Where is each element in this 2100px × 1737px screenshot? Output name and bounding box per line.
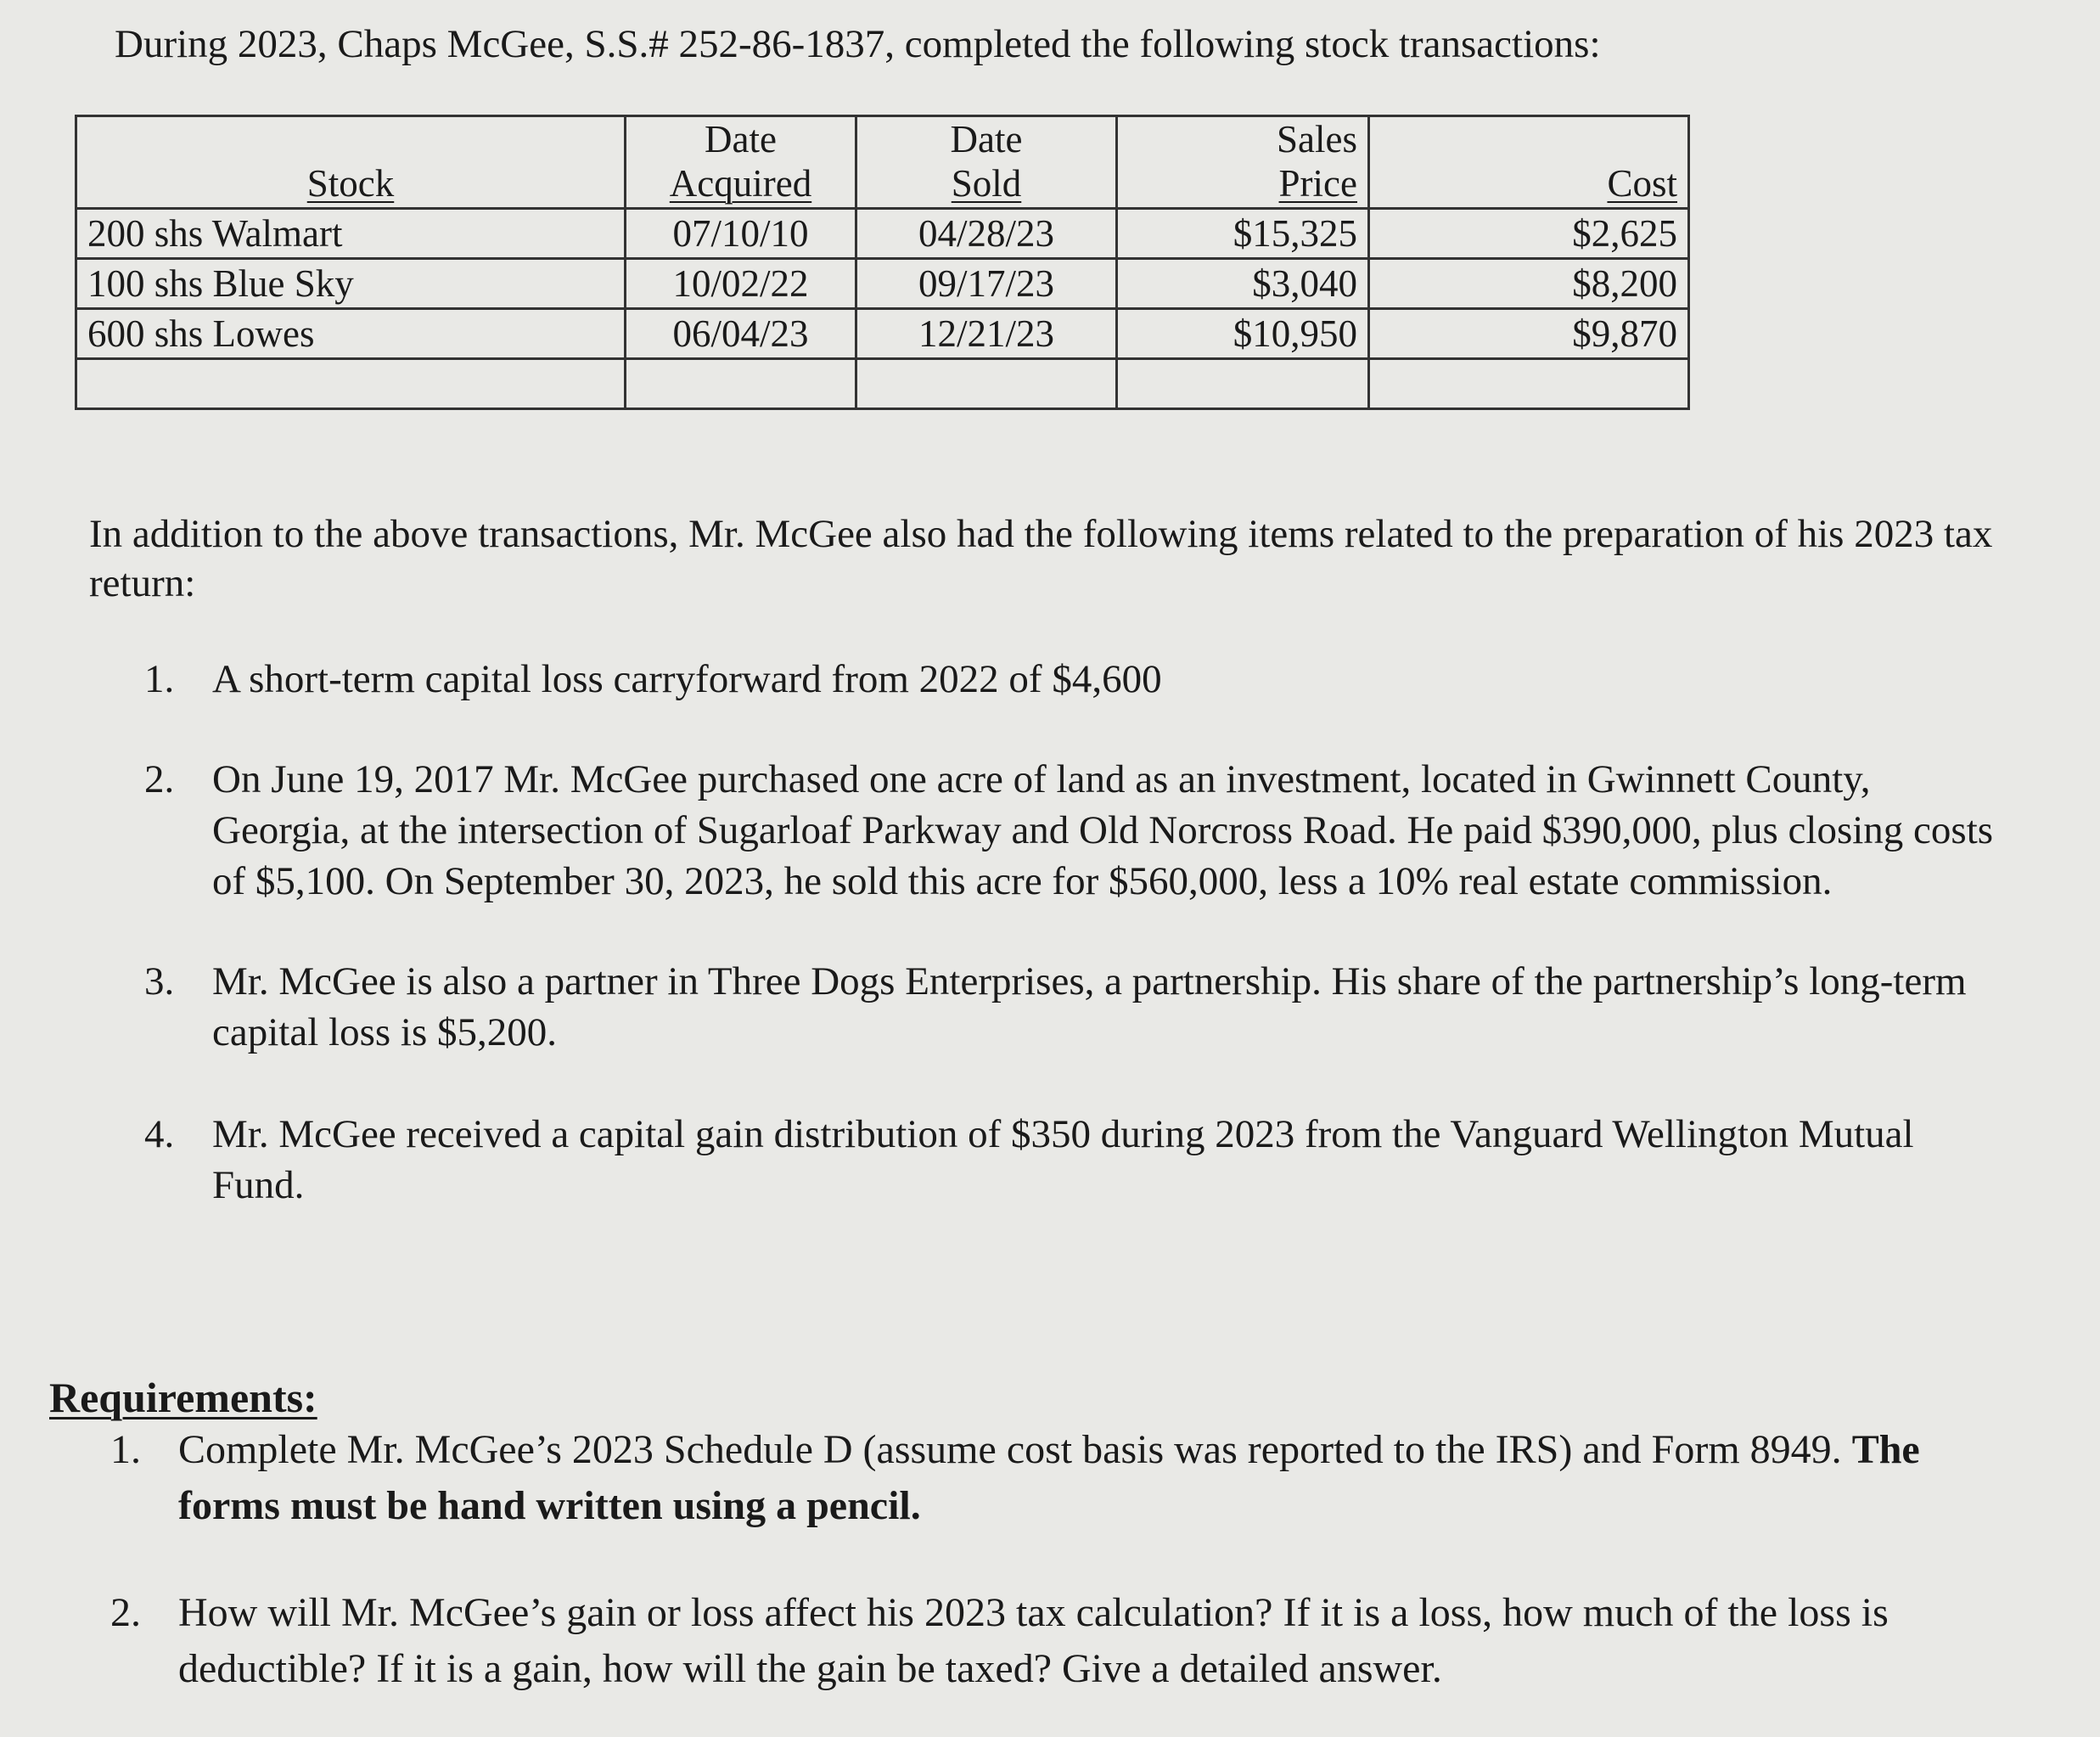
header-date-sold: Date Sold <box>856 116 1117 209</box>
cell-sales-price: $10,950 <box>1117 309 1369 359</box>
list-item <box>127 654 2012 705</box>
requirement-emphasis: The forms must be hand written using a pencil. <box>178 1427 1920 1528</box>
item-text: A short-term capital loss carryforward from 2022 of $4,600 <box>212 657 1162 701</box>
cell-empty <box>626 359 856 409</box>
requirement-text: Complete Mr. McGee’s 2023 Schedule D (assume cost basis was reported to the IRS) and Form 8949. <box>178 1427 1852 1472</box>
cell-date-acquired: 06/04/23 <box>626 309 856 359</box>
requirement-text: How will Mr. McGee’s gain or loss affect his 2023 tax calculation? If it is a loss, how much of the loss is deductible? If it is a gain, how will the gain be taxed? Give a detailed answer. <box>178 1590 1889 1691</box>
cell-stock: 100 shs Blue Sky <box>76 259 626 309</box>
requirements-list <box>59 1422 2029 1697</box>
cell-date-acquired: 07/10/10 <box>626 209 856 259</box>
cell-cost: $8,200 <box>1369 259 1689 309</box>
requirement-number: 2. <box>110 1590 141 1635</box>
requirements-heading: Requirements: <box>49 1374 317 1421</box>
header-sales-price: Sales Price <box>1117 116 1369 209</box>
list-item <box>127 1109 2012 1211</box>
table-empty-row <box>76 359 1689 409</box>
requirement-number: 1. <box>110 1427 141 1472</box>
item-number: 3. <box>144 959 175 1003</box>
cell-empty <box>856 359 1117 409</box>
item-number: 1. <box>144 657 175 701</box>
item-number: 2. <box>144 757 175 801</box>
header-date-acquired: Date Acquired <box>626 116 856 209</box>
requirement-item <box>59 1422 2029 1534</box>
table-header-row <box>76 116 1689 209</box>
cell-sales-price: $15,325 <box>1117 209 1369 259</box>
cell-date-sold: 04/28/23 <box>856 209 1117 259</box>
cell-stock: 200 shs Walmart <box>76 209 626 259</box>
list-item <box>127 754 2012 907</box>
table-row <box>76 259 1689 309</box>
intro-text: During 2023, Chaps McGee, S.S.# 252-86-1837, completed the following stock transactions: <box>115 22 1601 66</box>
cell-stock: 600 shs Lowes <box>76 309 626 359</box>
stock-transactions-table <box>75 115 1690 410</box>
table-row <box>76 309 1689 359</box>
item-text: Mr. McGee is also a partner in Three Dogs Enterprises, a partnership. His share of the partnership’s long-term capital loss is $5,200. <box>212 959 1967 1054</box>
cell-date-acquired: 10/02/22 <box>626 259 856 309</box>
cell-cost: $2,625 <box>1369 209 1689 259</box>
cell-empty <box>1369 359 1689 409</box>
item-text: On June 19, 2017 Mr. McGee purchased one acre of land as an investment, located in Gwinnett County, Georgia, at the intersection of Sugarloaf Parkway and Old Norcross Road. He paid $390,000, plus closing costs of $5,100. On September 30, 2023, he sold this acre for $560,000, less a 10% real estate commission. <box>212 757 1994 903</box>
item-text: Mr. McGee received a capital gain distribution of $350 during 2023 from the Vanguard Wellington Mutual Fund. <box>212 1112 1914 1207</box>
table-row <box>76 209 1689 259</box>
header-stock: Stock <box>76 116 626 209</box>
item-number: 4. <box>144 1112 175 1156</box>
additional-items-list <box>127 654 2012 1211</box>
requirement-item <box>59 1585 2029 1697</box>
cell-date-sold: 09/17/23 <box>856 259 1117 309</box>
cell-empty <box>76 359 626 409</box>
cell-empty <box>1117 359 1369 409</box>
header-cost: Cost <box>1369 116 1689 209</box>
additional-items-intro: In addition to the above transactions, Mr. McGee also had the following items related to the preparation of his 2023 tax return: <box>89 512 1993 605</box>
cell-cost: $9,870 <box>1369 309 1689 359</box>
list-item <box>127 956 2012 1058</box>
cell-sales-price: $3,040 <box>1117 259 1369 309</box>
cell-date-sold: 12/21/23 <box>856 309 1117 359</box>
